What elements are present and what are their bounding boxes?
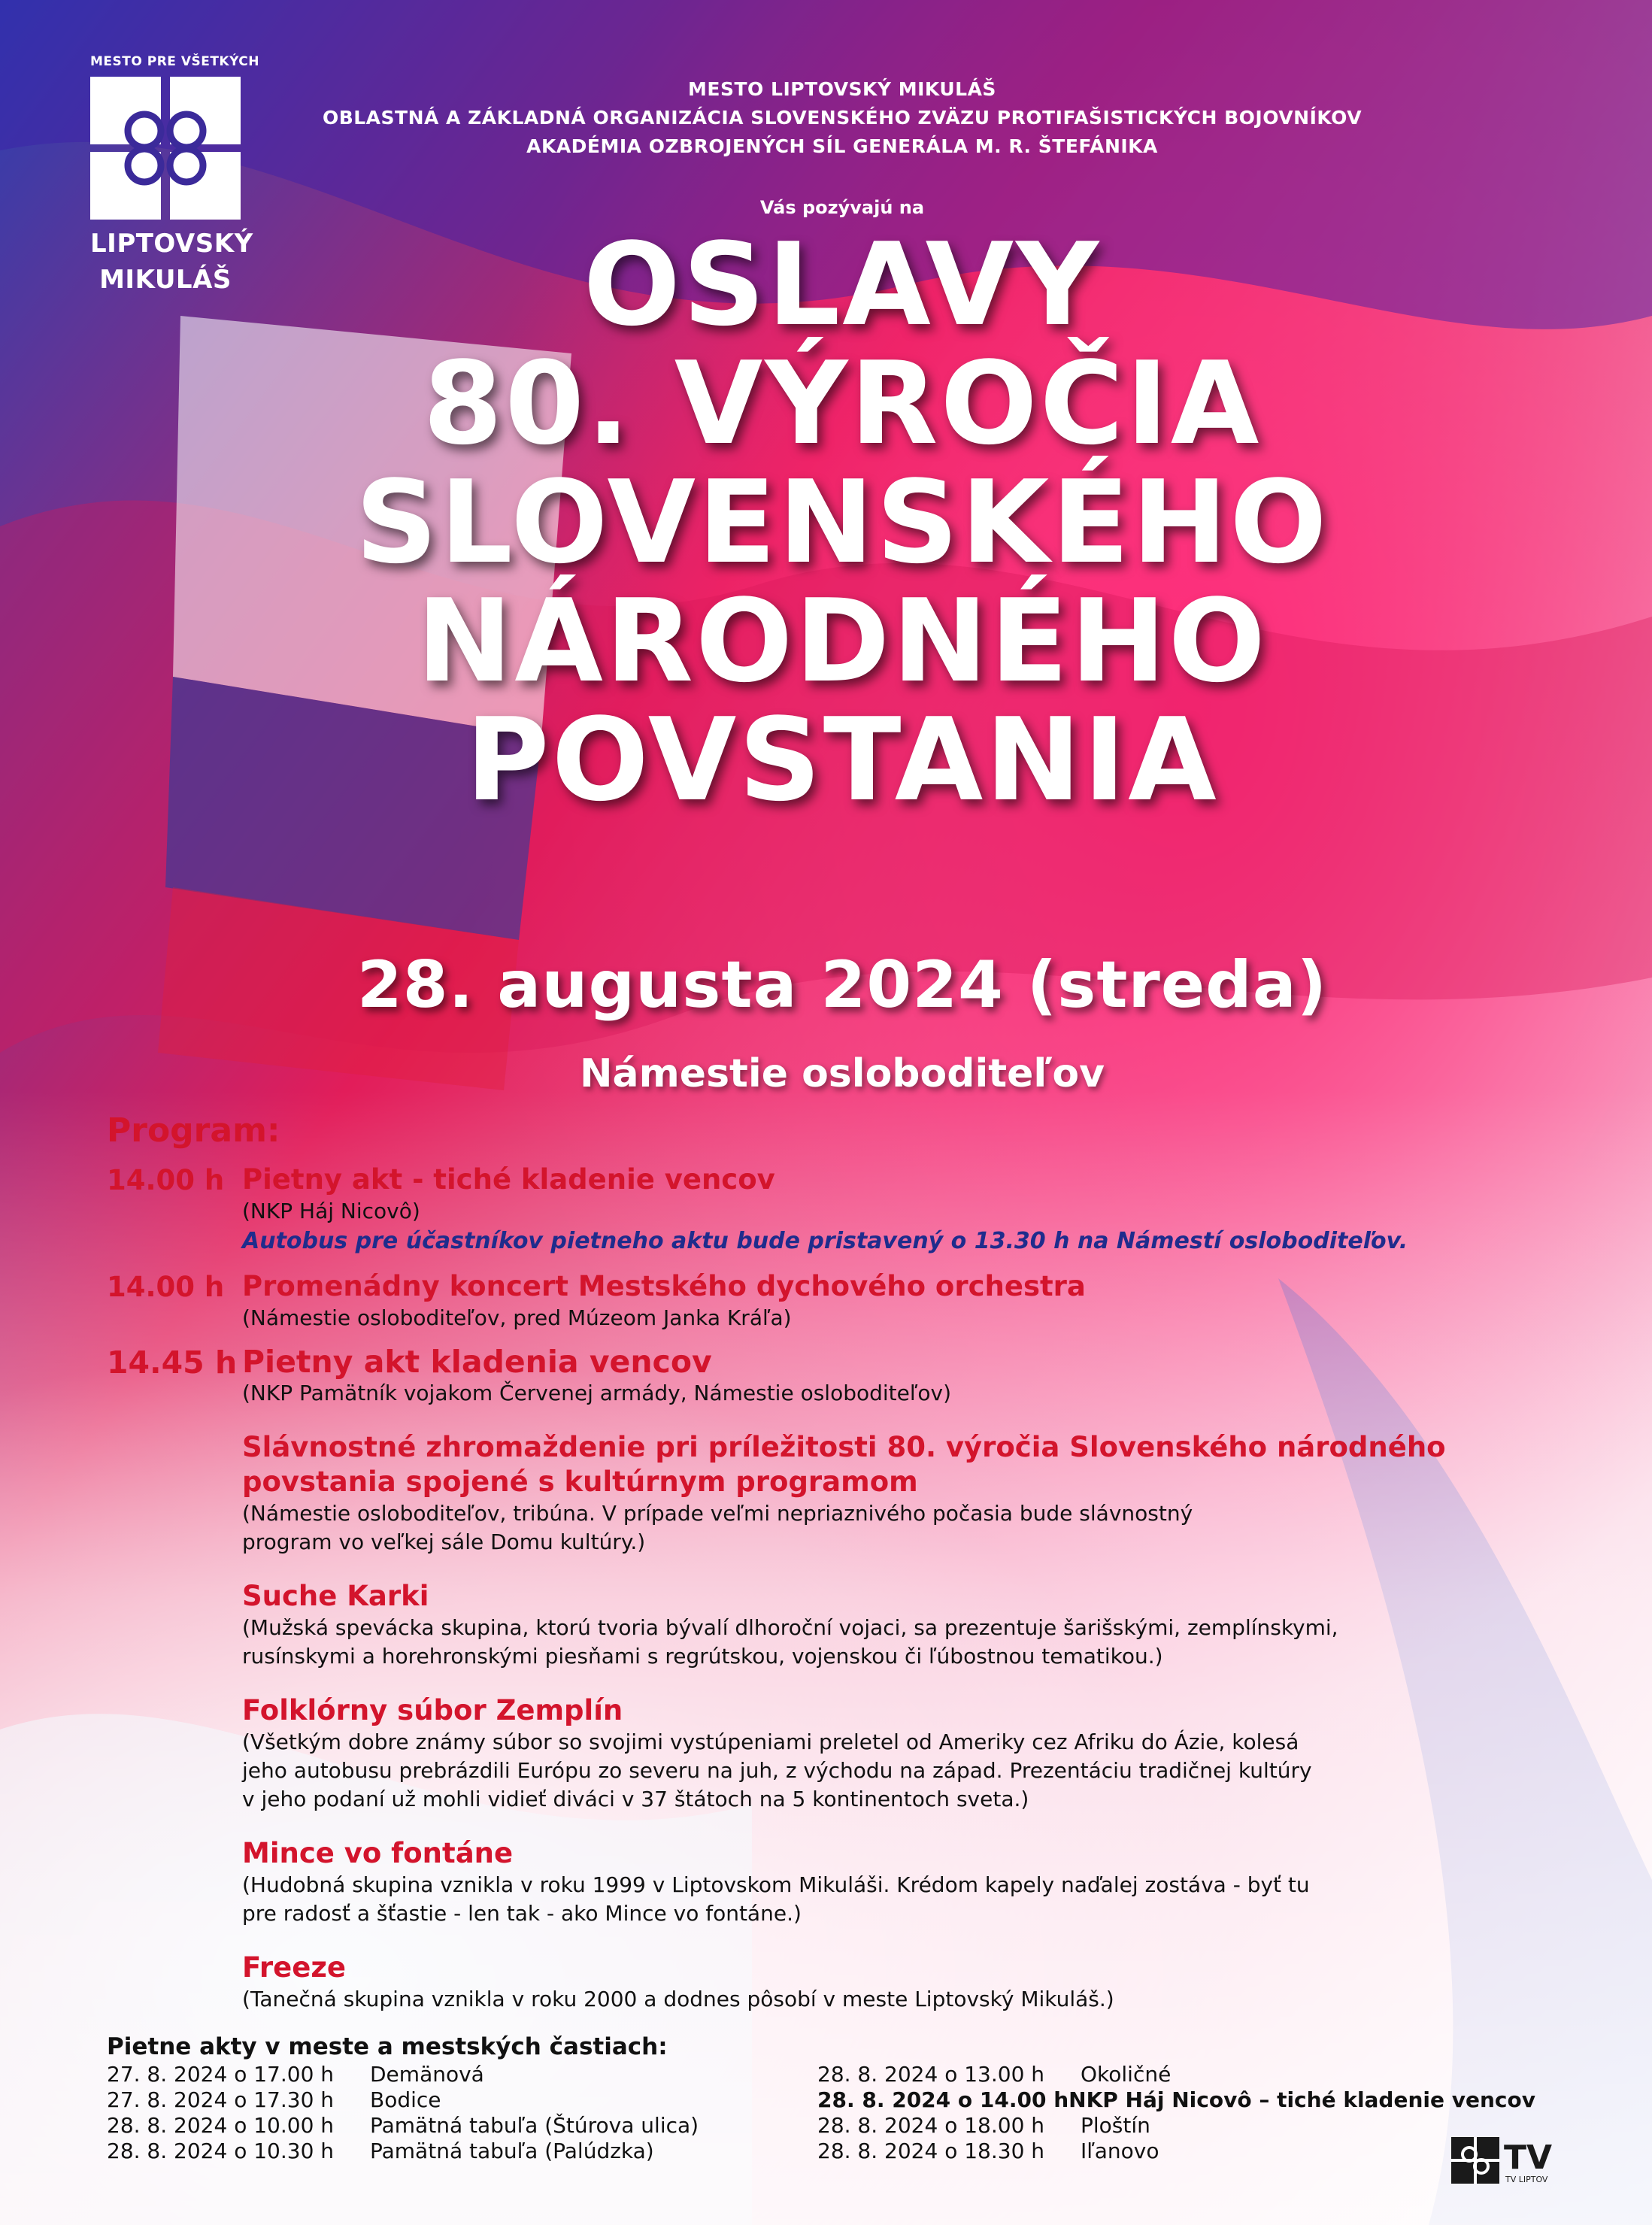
title-line: SLOVENSKÉHO (355, 456, 1329, 589)
logo-name-line2: MIKULÁŠ (99, 265, 232, 295)
memorial-place: Pamätná tabuľa (Palúdzka) (370, 2139, 654, 2163)
program-section (107, 1110, 1603, 2026)
logo-name-line1: LIPTOVSKÝ (90, 229, 253, 259)
event-date: 28. augusta 2024 (streda) (356, 947, 1328, 1023)
program-description: (Námestie osloboditeľov, tribúna. V prípade veľmi nepriaznivého počasia bude slávnostný program vo veľkej sále Domu kultúry.) (242, 1501, 1193, 1554)
program-time: 14.00 h (107, 1271, 225, 1303)
program-title: Mince vo fontáne (242, 1837, 514, 1869)
program-item (107, 1836, 1603, 1928)
program-description: (Všetkým dobre známy súbor so svojimi vystúpeniami preletel od Ameriky cez Afriku do Ázie, kolesá jeho autobusu prebrázdili Európu zo severu na juh, z východu na západ. Prezentáciu tradičnej kultúry v jeho podaní už mohli vidieť diváci v 37 štátoch na 5 kontinentoch sveta.) (242, 1729, 1312, 1811)
program-title: Freeze (242, 1951, 346, 1984)
invite-text: Vás pozývajú na (759, 197, 925, 218)
logo-tagline: MESTO PRE VŠETKÝCH (90, 54, 260, 69)
memorial-date: 28. 8. 2024 o 14.00 h (817, 2087, 1069, 2112)
program-description: (Tanečná skupina vznikla v roku 2000 a dodnes pôsobí v meste Liptovský Mikuláš.) (242, 1987, 1114, 2011)
title-line: NÁRODNÉHO (417, 574, 1268, 708)
memorial-date: 27. 8. 2024 o 17.30 h (107, 2087, 335, 2112)
memorial-place: Demänová (370, 2062, 484, 2087)
program-title: Pietny akt kladenia vencov (242, 1344, 712, 1380)
tv-logo-subtext: TV LIPTOV (1505, 2175, 1548, 2184)
tv-logo-text: TV (1504, 2139, 1553, 2177)
main-title (150, 218, 1534, 826)
program-item (107, 1951, 1603, 2014)
memorial-place: Bodice (370, 2087, 441, 2112)
program-title: Promenádny koncert Mestského dychového orchestra (242, 1270, 1086, 1302)
program-item (107, 1693, 1603, 1814)
organizer-line: AKADÉMIA OZBROJENÝCH SÍL GENERÁLA M. R. ŠTEFÁNIKA (526, 135, 1158, 157)
program-description: (Námestie osloboditeľov, pred Múzeom Janka Kráľa) (242, 1305, 792, 1330)
title-line: POVSTANIA (465, 693, 1219, 826)
program-time: 14.45 h (107, 1344, 238, 1381)
program-heading: Program: (107, 1111, 280, 1150)
event-place: Námestie osloboditeľov (580, 1051, 1105, 1096)
memorial-row (817, 2139, 1528, 2164)
memorial-place: Iľanovo (1081, 2139, 1159, 2163)
memorial-row-highlight (817, 2087, 1535, 2113)
memorial-place: Okoličné (1081, 2062, 1172, 2087)
program-description: (Hudobná skupina vznikla v roku 1999 v Liptovskom Mikuláši. Krédom kapely naďalej zostáva - byť tu pre radosť a šťastie - len tak - ako Mince vo fontáne.) (242, 1872, 1310, 1926)
organizer-line: MESTO LIPTOVSKÝ MIKULÁŠ (688, 78, 996, 100)
memorial-row (107, 2113, 817, 2139)
program-item (107, 1163, 1603, 1257)
program-item (107, 1269, 1603, 1332)
memorial-date: 28. 8. 2024 o 10.30 h (107, 2139, 335, 2163)
program-description: (NKP Háj Nicovô) (242, 1199, 420, 1223)
memorial-date: 27. 8. 2024 o 17.00 h (107, 2062, 335, 2087)
bus-note: Autobus pre účastníkov pietneho aktu bude pristavený o 13.30 h na Námestí osloboditeľov. (242, 1228, 1408, 1254)
program-title: Slávnostné zhromaždenie pri príležitosti 80. výročia Slovenského národného povstania spojené s kultúrnym programom (242, 1431, 1446, 1498)
program-description: (NKP Pamätník vojakom Červenej armády, Námestie osloboditeľov) (242, 1381, 952, 1405)
memorial-row (107, 2139, 817, 2164)
header (226, 75, 1459, 218)
memorial-row (817, 2062, 1528, 2087)
title-line: 80. VÝROČIA (423, 337, 1262, 470)
memorial-place: Ploštín (1081, 2113, 1150, 2138)
memorial-date: 28. 8. 2024 o 10.00 h (107, 2113, 335, 2138)
memorials-section (107, 2032, 1611, 2164)
program-title: Pietny akt - tiché kladenie vencov (242, 1163, 775, 1196)
program-time: 14.00 h (107, 1164, 225, 1196)
memorial-date: 28. 8. 2024 o 18.30 h (817, 2139, 1045, 2163)
program-item (107, 1344, 1603, 1408)
title-line: OSLAVY (583, 218, 1102, 351)
memorial-row (107, 2062, 817, 2087)
memorial-place: NKP Háj Nicovô – tiché kladenie vencov (1068, 2087, 1535, 2112)
liptovsky-mikulas-logo-icon (90, 77, 241, 220)
program-description: (Mužská spevácka skupina, ktorú tvoria bývalí dlhoroční vojaci, sa prezentuje šarišskými, zemplínskymi, rusínskymi a horehronskými piesňami s regrútskou, vojenskou či ľúbostnou tematikou.) (242, 1615, 1338, 1669)
organizer-line: OBLASTNÁ A ZÁKLADNÁ ORGANIZÁCIA SLOVENSKÉHO ZVÄZU PROTIFAŠISTICKÝCH BOJOVNÍKOV (322, 107, 1363, 129)
memorial-row (107, 2087, 817, 2113)
memorials-heading: Pietne akty v meste a mestských častiach: (107, 2033, 668, 2060)
memorial-place: Pamätná tabuľa (Štúrova ulica) (370, 2113, 699, 2138)
program-title: Folklórny súbor Zemplín (242, 1694, 623, 1726)
memorial-date: 28. 8. 2024 o 18.00 h (817, 2113, 1045, 2138)
program-item (107, 1579, 1603, 1671)
program-item (107, 1430, 1603, 1557)
memorial-date: 28. 8. 2024 o 13.00 h (817, 2062, 1045, 2087)
memorial-row (817, 2113, 1528, 2139)
program-title: Suche Karki (242, 1580, 429, 1612)
tv-liptov-logo-icon (1451, 2134, 1557, 2187)
